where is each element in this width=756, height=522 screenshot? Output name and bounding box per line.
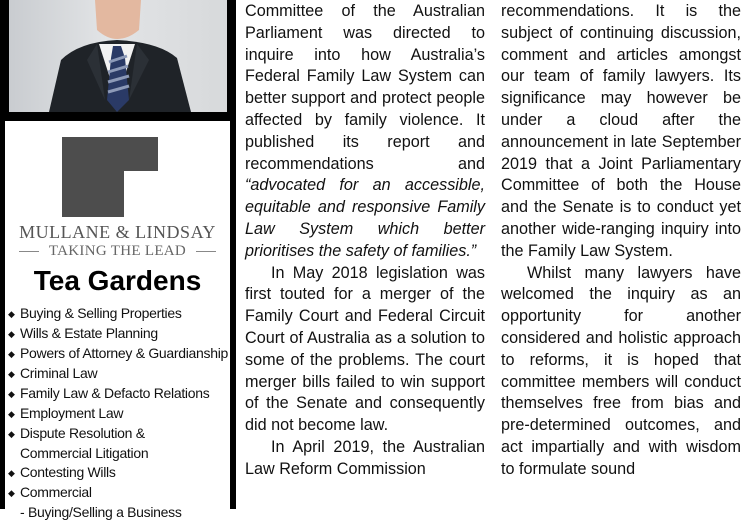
article-column-1: [245, 1, 485, 481]
article-paragraph: Committee of the Australian Parliament was directed to inquire into how Australia’s Federal Family Law System can better support and protect people affected by family violence. It published its report and recommendations and “advocated for an accessible, equitable and responsive Family Law System which better prioritises the safety of families.”: [245, 2, 485, 260]
service-item: ◆ Dispute Resolution & Commercial Litigation: [8, 424, 230, 463]
firm-tagline: TAKING THE LEAD: [48, 243, 187, 259]
diamond-bullet-icon: ◆: [8, 329, 15, 339]
article-paragraph: recommendations. It is the subject of continuing discussion, comment and articles amongst our team of family lawyers. Its significance may however be under a cloud after the announcement in late September 2019 that a Joint Parliamentary Committee of both the House and the Senate is to conduct yet another wide-ranging inquiry into the Family Law System.: [501, 2, 741, 260]
service-item: ◆ Commercial - Buying/Selling a Business: [8, 483, 230, 522]
services-list: [8, 304, 230, 522]
tagline-rule-right: [196, 251, 216, 252]
law-firm-advert: [0, 0, 236, 520]
article-column-2: [501, 1, 741, 481]
article-paragraph: In April 2019, the Australian Law Reform Commission: [245, 437, 485, 478]
article-paragraph: Whilst many lawyers have welcomed the inquiry as an opportunity for another considered and holistic approach to reforms, it is hoped that committee members will conduct themselves free from bias and pre-determined outcomes, and act impartially and with wisdom to formulate sound: [501, 263, 741, 478]
service-item: ◆ Powers of Attorney & Guardianship: [8, 344, 230, 364]
service-item-continuation: - Buying/Selling a Business: [20, 504, 182, 520]
service-item: ◆ Family Law & Defacto Relations: [8, 384, 230, 404]
lawyer-portrait-photo: [9, 0, 227, 112]
portrait-illustration: [9, 0, 227, 112]
diamond-bullet-icon: ◆: [8, 409, 15, 419]
service-item: ◆ Contesting Wills: [8, 463, 230, 483]
diamond-bullet-icon: ◆: [8, 369, 15, 379]
service-item-continuation: Commercial Litigation: [20, 445, 149, 461]
service-item: ◆ Employment Law: [8, 404, 230, 424]
diamond-bullet-icon: ◆: [8, 468, 15, 478]
firm-logo-icon: [62, 137, 158, 217]
diamond-bullet-icon: ◆: [8, 488, 15, 498]
diamond-bullet-icon: ◆: [8, 309, 15, 319]
diamond-bullet-icon: ◆: [8, 429, 15, 439]
article-paragraph: In May 2018 legislation was first touted for a merger of the Family Court and Federal Circuit Court of Australia as a solution to some of the problems. The court merger bills failed to win support of the Senate and consequently did not become law.: [245, 263, 485, 435]
advert-panel: [5, 121, 230, 520]
branch-name: Tea Gardens: [33, 265, 202, 296]
firm-name: MULLANE & LINDSAY: [19, 222, 216, 242]
diamond-bullet-icon: ◆: [8, 389, 15, 399]
service-item: ◆ Buying & Selling Properties: [8, 304, 230, 324]
service-item: ◆ Wills & Estate Planning: [8, 324, 230, 344]
diamond-bullet-icon: ◆: [8, 349, 15, 359]
article-quote: “advocated for an accessible, equitable and responsive Family Law System which better prioritises the safety of families.”: [245, 176, 485, 260]
service-item: ◆ Criminal Law: [8, 364, 230, 384]
